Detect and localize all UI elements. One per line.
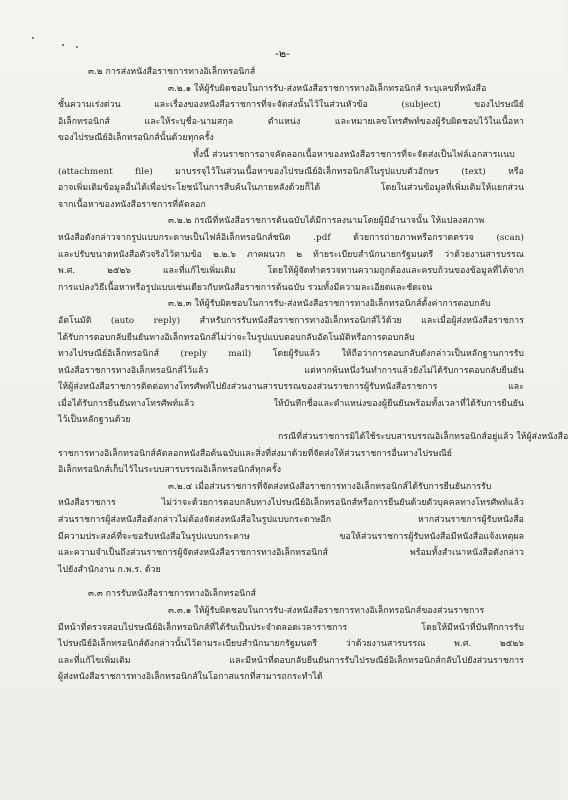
paragraph-line: หนังสือราชการทางอิเล็กทรอนิกส์ไว้แล้ว แต่หากพ้นหนึ่งวันทำการแล้วยังไม่ได้รับการตอบกลับยืนยัน bbox=[58, 365, 524, 376]
paragraph-line: (attachment file) มาบรรจุไว้ในส่วนเนื้อหาของไปรษณีย์อิเล็กทรอนิกส์ในรูปแบบตัวอักษร (text) หรือ bbox=[58, 166, 524, 177]
paragraph-line: ทางไปรษณีย์อิเล็กทรอนิกส์ (reply mail) โดยผู้รับแล้ว ให้ถือว่าการตอบกลับดังกล่าวเป็นหลักฐานการรับ bbox=[58, 349, 524, 360]
paragraph-line: ไว้เป็นหลักฐานด้วย bbox=[58, 415, 131, 426]
paragraph-line: อาจเพิ่มเติมข้อมูลอื่นได้เพื่อประโยชน์ในการสืบค้นในภายหลังด้วยก็ได้ โดยในส่วนข้อมูลที่เพิ่มเติมให้แยกส่วน bbox=[58, 183, 524, 194]
paragraph-first-line: ๓.๒.๒ กรณีที่หนังสือราชการต้นฉบับได้มีการลงนามโดยผู้มีอำนาจนั้น ให้แปลงสภาพ bbox=[168, 216, 485, 227]
paragraph-line: มีความประสงค์ที่จะขอรับหนังสือในรูปแบบกระดาษ ขอให้ส่วนราชการผู้รับหนังสือมีหนังสือแจ้งเหตุผล bbox=[58, 531, 524, 542]
paragraph-line: ไปยังสำนักงาน ก.พ.ร. ด้วย bbox=[58, 564, 161, 575]
section-heading: ๓.๒ การส่งหนังสือราชการทางอิเล็กทรอนิกส์ bbox=[88, 67, 256, 77]
paragraph-line: ชั้นความเร่งด่วน และเรื่องของหนังสือราชการที่จะจัดส่งนั้นไว้ในส่วนหัวข้อ (subject) ของไปรษณีย์ bbox=[58, 100, 524, 111]
paragraph-line: ไปรษณีย์อิเล็กทรอนิกส์ดังกล่าวนั้นไว้ตามระเบียบสำนักนายกรัฐมนตรี ว่าด้วยงานสารบรรณ พ.ศ. ๒๕๒๖ bbox=[58, 639, 524, 650]
paragraph-first-line: ทั้งนี้ ส่วนราชการอาจคัดลอกเนื้อหาของหนังสือราชการที่จะจัดส่งเป็นไฟล์เอกสารแนบ bbox=[193, 149, 515, 160]
document-body bbox=[58, 64, 568, 686]
scan-speck bbox=[32, 37, 34, 39]
section-heading: ๓.๓ การรับหนังสือราชการทางอิเล็กทรอนิกส์ bbox=[88, 589, 257, 600]
paragraph-line: ให้ผู้ส่งหนังสือราชการติดต่อทางโทรศัพท์ไปยังส่วนงานสารบรรณของส่วนราชการผู้รับหนังสือราชการ และ bbox=[58, 382, 524, 393]
paragraph-line: และความจำเป็นถึงส่วนราชการผู้จัดส่งหนังสือราชการทางอิเล็กทรอนิกส์ พร้อมทั้งสำเนาหนังสือดังกล่าว bbox=[58, 548, 524, 559]
paragraph-line: หนังสือราชการ ไม่ว่าจะด้วยการตอบกลับทางไปรษณีย์อิเล็กทรอนิกส์หรือการยืนยันด้วยตัวบุคคลทางโทรศัพท์แล้ว bbox=[58, 498, 524, 509]
paragraph-line: อิเล็กทรอนิกส์ และให้ระบุชื่อ-นามสกุล ตำแหน่ง และหมายเลขโทรศัพท์ของผู้รับผิดชอบไว้ในเนื้อหา bbox=[58, 116, 524, 127]
paragraph-line: อัตโนมัติ (auto reply) สำหรับการรับหนังสือราชการทางอิเล็กทรอนิกส์ไว้ด้วย และเมื่อผู้ส่งหนังสือราชการ bbox=[58, 315, 524, 326]
paragraph-line: ของไปรษณีย์อิเล็กทรอนิกส์นั้นด้วยทุกครั้ง bbox=[58, 133, 214, 144]
paragraph-line: ส่วนราชการผู้ส่งหนังสือดังกล่าวไม่ต้องจัดส่งหนังสือในรูปแบบกระดาษอีก หากส่วนราชการผู้รับหนังสือ bbox=[58, 515, 524, 526]
paragraph-line: ผู้ส่งหนังสือราชการทางอิเล็กทรอนิกส์ในโอกาสแรกที่สามารถกระทำได้ bbox=[58, 672, 323, 683]
paragraph-line: และปรับขนาดหนังสือตัวจริงไว้ตามข้อ ๒.๒.๖ ภาคผนวก ๒ ท้ายระเบียบสำนักนายกรัฐมนตรี ว่าด้วยงานสารบรรณ bbox=[58, 249, 524, 260]
paragraph-line: หนังสือดังกล่าวจากรูปแบบกระดาษเป็นไฟล์อิเล็กทรอนิกส์ชนิด .pdf ด้วยการถ่ายภาพหรือกราดตรวจ (scan) bbox=[58, 232, 524, 243]
page-number: -๒- bbox=[275, 47, 290, 60]
paragraph-first-line: ๓.๒.๓ ให้ผู้รับผิดชอบในการรับ-ส่งหนังสือราชการทางอิเล็กทรอนิกส์ตั้งค่าการตอบกลับ bbox=[168, 299, 491, 310]
paragraph-first-line: ๓.๒.๑ ให้ผู้รับผิดชอบในการรับ-ส่งหนังสือราชการทางอิเล็กทรอนิกส์ ระบุเลขที่หนังสือ bbox=[168, 83, 487, 94]
paragraph-line: ราชการทางอิเล็กทรอนิกส์คัดลอกหนังสือต้นฉบับและสิ่งที่ส่งมาด้วยที่จัดส่งให้ส่วนราชการอื่นทางไปรษณีย์ bbox=[58, 448, 452, 459]
paragraph-first-line: ๓.๒.๔ เมื่อส่วนราชการที่จัดส่งหนังสือราชการทางอิเล็กทรอนิกส์ได้รับการยืนยันการรับ bbox=[168, 481, 492, 492]
paragraph-line: การแปลงวิธีเนื้อหาหรือรูปแบบเช่นเดียวกับหนังสือราชการต้นฉบับ รวมทั้งมีความละเอียดและชัดเจน bbox=[58, 282, 433, 293]
paragraph-line: เมื่อได้รับการยืนยันทางโทรศัพท์แล้ว ให้บันทึกชื่อและตำแหน่งของผู้ยืนยันพร้อมทั้งเวลาที่ได้รับการยืนยัน bbox=[58, 398, 524, 409]
paragraph-line: มีหน้าที่ตรวจสอบไปรษณีย์อิเล็กทรอนิกส์ที่ได้รับเป็นประจำตลอดเวลาราชการ โดยให้มีหน้าที่บันทึกการรับ bbox=[58, 622, 524, 633]
paragraph-line: พ.ศ. ๒๕๒๖ และที่แก้ไขเพิ่มเติม โดยให้ผู้จัดทำตรวจทานความถูกต้องและครบถ้วนของข้อมูลที่ได้จาก bbox=[58, 266, 524, 277]
paragraph-line: จากเนื้อหาของหนังสือราชการที่คัดลอก bbox=[58, 199, 206, 210]
paragraph-line: ได้รับการตอบกลับยืนยันทางอิเล็กทรอนิกส์ไม่ว่าจะในรูปแบบตอบกลับอัตโนมัติหรือการตอบกลับ bbox=[58, 332, 415, 343]
paragraph-first-line: ๓.๓.๑ ให้ผู้รับผิดชอบในการรับ-ส่งหนังสือราชการทางอิเล็กทรอนิกส์ของส่วนราชการ bbox=[168, 606, 485, 616]
paragraph-first-line: กรณีที่ส่วนราชการมิได้ใช้ระบบสารบรรณอิเล็กทรอนิกส์อยู่แล้ว ให้ผู้ส่งหนังสือ bbox=[278, 432, 568, 443]
paragraph-line: และที่แก้ไขเพิ่มเติม และมีหน้าที่ตอบกลับยืนยันการรับไปรษณีย์อิเล็กทรอนิกส์กลับไปยังส่วนราชการ bbox=[58, 655, 524, 666]
paragraph-line: อิเล็กทรอนิกส์เก็บไว้ในระบบสารบรรณอิเล็กทรอนิกส์ทุกครั้ง bbox=[58, 465, 282, 476]
